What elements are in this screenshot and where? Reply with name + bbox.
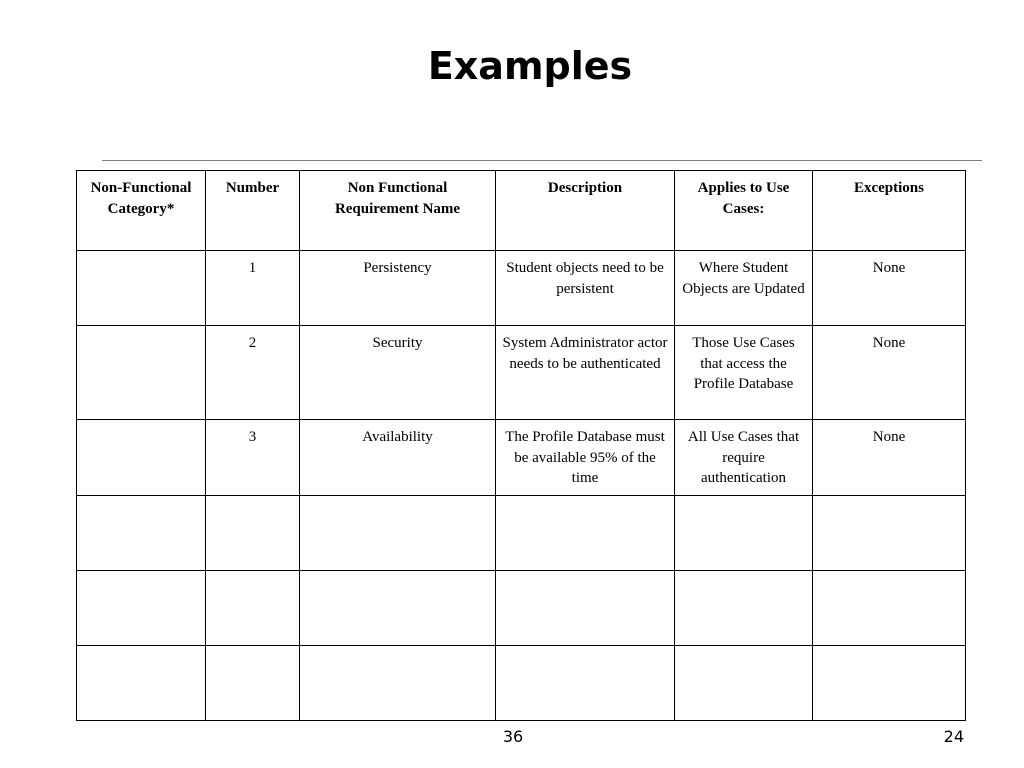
table-row: [77, 326, 966, 420]
cell-exceptions: [813, 646, 966, 721]
cell-number: 1: [206, 251, 300, 326]
header-exceptions: Exceptions: [813, 171, 966, 251]
cell-requirement-name: Availability: [300, 420, 496, 496]
table-row: [77, 646, 966, 721]
header-number: Number: [206, 171, 300, 251]
cell-requirement-name: [300, 571, 496, 646]
cell-requirement-name: Security: [300, 326, 496, 420]
cell-number: [206, 646, 300, 721]
header-description: Description: [496, 171, 675, 251]
cell-requirement-name: [300, 646, 496, 721]
page-number: 24: [943, 727, 964, 746]
cell-category: [77, 326, 206, 420]
cell-applies-to: [675, 496, 813, 571]
cell-exceptions: [813, 571, 966, 646]
cell-requirement-name: [300, 496, 496, 571]
cell-number: [206, 496, 300, 571]
cell-number: [206, 571, 300, 646]
header-requirement-name: Non Functional Requirement Name: [300, 171, 496, 251]
table-row: [77, 496, 966, 571]
cell-description: [496, 571, 675, 646]
table-row: [77, 251, 966, 326]
title-divider: [102, 160, 982, 161]
cell-exceptions: None: [813, 251, 966, 326]
cell-category: [77, 496, 206, 571]
table-header-row: [77, 171, 966, 251]
cell-applies-to: [675, 646, 813, 721]
footer-slide-number: 36: [502, 727, 524, 746]
cell-category: [77, 251, 206, 326]
header-applies-to: Applies to Use Cases:: [675, 171, 813, 251]
cell-exceptions: [813, 496, 966, 571]
table-row: [77, 571, 966, 646]
requirements-table: [76, 170, 966, 721]
cell-category: [77, 646, 206, 721]
slide-title: Examples: [427, 44, 633, 88]
cell-applies-to: Those Use Cases that access the Profile Database: [675, 326, 813, 420]
cell-applies-to: [675, 571, 813, 646]
cell-applies-to: All Use Cases that require authentication: [675, 420, 813, 496]
cell-applies-to: Where Student Objects are Updated: [675, 251, 813, 326]
cell-description: [496, 646, 675, 721]
cell-exceptions: None: [813, 326, 966, 420]
cell-category: [77, 571, 206, 646]
cell-exceptions: None: [813, 420, 966, 496]
table-row: [77, 420, 966, 496]
cell-description: The Profile Database must be available 95% of the time: [496, 420, 675, 496]
cell-number: 3: [206, 420, 300, 496]
cell-description: [496, 496, 675, 571]
cell-description: System Administrator actor needs to be authenticated: [496, 326, 675, 420]
header-category: Non-Functional Category*: [77, 171, 206, 251]
cell-category: [77, 420, 206, 496]
cell-number: 2: [206, 326, 300, 420]
cell-requirement-name: Persistency: [300, 251, 496, 326]
cell-description: Student objects need to be persistent: [496, 251, 675, 326]
